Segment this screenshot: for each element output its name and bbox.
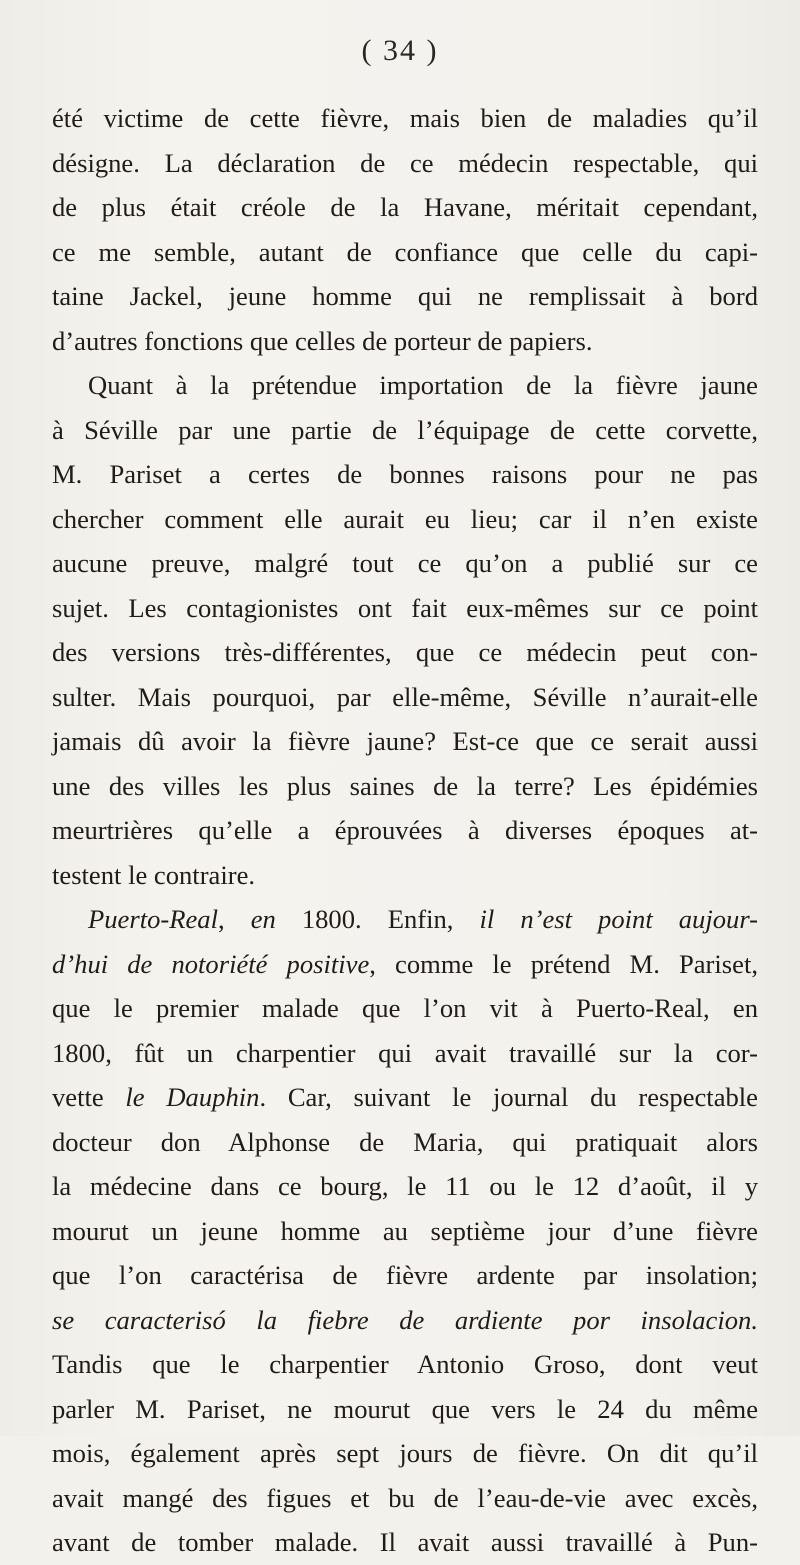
- text-line: chercher comment elle aurait eu lieu; car il n’en existe: [52, 503, 758, 534]
- text-line: parler M. Pariset, ne mourut que vers le 24 du même: [52, 1393, 758, 1424]
- text-line: ce me semble, autant de confiance que celle du capi-: [52, 236, 758, 267]
- text-line: M. Pariset a certes de bonnes raisons pour ne pas: [52, 459, 758, 489]
- text-run: 1800. Enfin,: [275, 904, 480, 934]
- italic-quotation: d’hui de notoriété positive: [52, 948, 370, 979]
- text-line: [52, 1298, 758, 1343]
- text-line: [52, 897, 758, 942]
- text-line: [52, 942, 758, 987]
- text-line: jamais dû avoir la fièvre jaune? Est-ce que ce serait aussi: [52, 726, 758, 756]
- text-line: testent le contraire.: [52, 859, 256, 890]
- text-line: que le premier malade que l’on vit à Puerto-Real, en: [52, 993, 758, 1023]
- text-line: d’autres fonctions que celles de porteur de papiers.: [52, 325, 593, 356]
- text-run: , comme le prétend M. Pariset,: [369, 948, 758, 979]
- italic-text: en: [250, 904, 276, 934]
- text-run: vette: [52, 1082, 126, 1112]
- text-line: sujet. Les contagionistes ont fait eux-mêmes sur ce point: [52, 592, 758, 623]
- text-line: la médecine dans ce bourg, le 11 ou le 12 d’août, il y: [52, 1171, 758, 1201]
- text-line: mois, également après sept jours de fièvre. On dit qu’il: [52, 1438, 758, 1468]
- text-line: sulter. Mais pourquoi, par elle-même, Séville n’aurait-elle: [52, 681, 758, 712]
- text-line: 1800, fût un charpentier qui avait travaillé sur la cor-: [52, 1037, 758, 1068]
- text-line: avait mangé des figues et bu de l’eau-de-vie avec excès,: [52, 1482, 758, 1513]
- text-run: ,: [217, 904, 251, 934]
- text-line: aucune preuve, malgré tout ce qu’on a publié sur ce: [52, 548, 758, 578]
- text-line: à Séville par une partie de l’équipage de cette corvette,: [52, 414, 758, 445]
- page-number: ( 34 ): [361, 34, 439, 67]
- text-line: que l’on caractérisa de fièvre ardente par insolation;: [52, 1260, 758, 1290]
- text-line: Quant à la prétendue importation de la fièvre jaune: [88, 370, 758, 400]
- body-text: [52, 96, 758, 1565]
- text-line: [52, 1075, 758, 1120]
- text-line: une des villes les plus saines de la terre? Les épidémies: [52, 770, 758, 801]
- text-line: été victime de cette fièvre, mais bien de maladies qu’il: [52, 103, 758, 133]
- italic-quotation: il n’est point aujour-: [479, 904, 759, 934]
- text-line: Tandis que le charpentier Antonio Groso, dont veut: [52, 1349, 758, 1379]
- text-line: meurtrières qu’elle a éprouvées à diverses époques at-: [52, 815, 758, 845]
- italic-place-name: Puerto-Real: [88, 904, 218, 934]
- italic-ship-name: le Dauphin: [125, 1082, 260, 1112]
- text-line: docteur don Alphonse de Maria, qui pratiquait alors: [52, 1126, 758, 1157]
- italic-spanish-quote: se caracterisó la fiebre de ardiente por insolacion.: [52, 1304, 758, 1335]
- text-line: des versions très-différentes, que ce médecin peut con-: [52, 637, 758, 667]
- text-line: désigne. La déclaration de ce médecin respectable, qui: [52, 147, 758, 178]
- text-line: de plus était créole de la Havane, méritait cependant,: [52, 192, 758, 222]
- text-line: mourut un jeune homme au septième jour d’une fièvre: [52, 1215, 758, 1246]
- text-line: taine Jackel, jeune homme qui ne remplissait à bord: [52, 281, 758, 311]
- text-run: . Car, suivant le journal du respectable: [259, 1082, 758, 1112]
- text-line: avant de tomber malade. Il avait aussi travaillé à Pun-: [52, 1527, 758, 1557]
